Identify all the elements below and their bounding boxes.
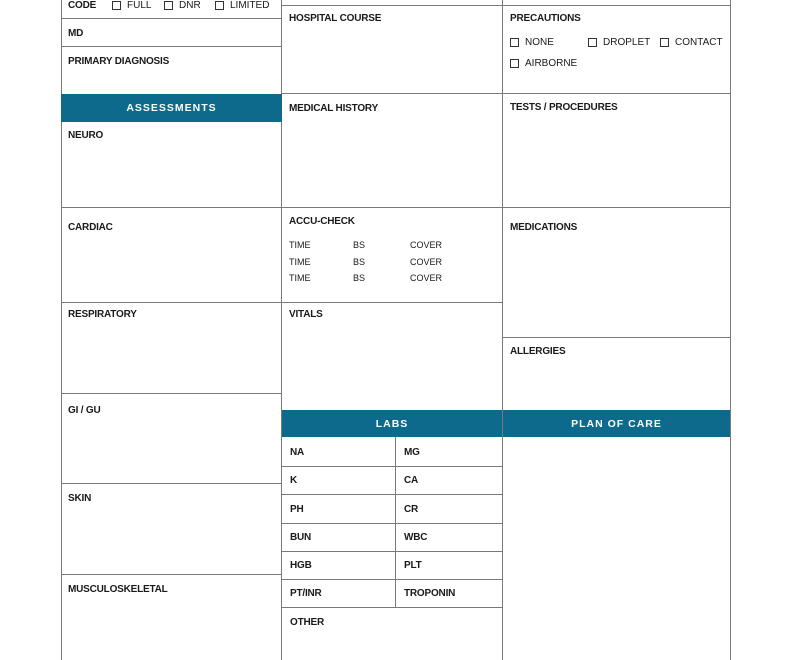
code-label: CODE [68, 0, 97, 11]
accu-bs-3: BS [353, 273, 366, 283]
tests-procedures-label: TESTS / PROCEDURES [510, 102, 618, 113]
accu-cover-1: COVER [410, 240, 443, 250]
accu-cover-3: COVER [410, 273, 443, 283]
code-full-option[interactable] [112, 0, 151, 11]
precaution-droplet-checkbox[interactable] [588, 38, 597, 47]
precaution-airborne-checkbox[interactable] [510, 59, 519, 68]
precaution-droplet-option[interactable] [588, 37, 650, 48]
skin-label: SKIN [68, 493, 92, 504]
precautions-label: PRECAUTIONS [510, 13, 581, 24]
lab-pt-inr: PT/INR [290, 588, 322, 599]
medications-label: MEDICATIONS [510, 222, 578, 233]
lab-ca: CA [404, 475, 419, 486]
respiratory-label: RESPIRATORY [68, 309, 137, 320]
top-line [281, 5, 731, 6]
lab-ph: PH [290, 504, 304, 515]
labs-row-2 [281, 494, 503, 495]
lab-mg: MG [404, 447, 420, 458]
labs-row-1 [281, 466, 503, 467]
code-limited-text: LIMITED [230, 0, 270, 11]
accu-bs-2: BS [353, 257, 366, 267]
c1-line-g [61, 574, 282, 575]
lab-hgb: HGB [290, 560, 312, 571]
code-dnr-checkbox[interactable] [164, 1, 173, 10]
c1-line-b [61, 46, 282, 47]
code-limited-checkbox[interactable] [215, 1, 224, 10]
gi-gu-label: GI / GU [68, 405, 101, 416]
precaution-none-option[interactable] [510, 37, 554, 48]
c2-line-c [281, 302, 503, 303]
lab-troponin: TROPONIN [404, 588, 456, 599]
labs-header: LABS [282, 410, 502, 437]
md-label: MD [68, 28, 84, 39]
precaution-contact-checkbox[interactable] [660, 38, 669, 47]
lab-na: NA [290, 447, 305, 458]
assessments-header: ASSESSMENTS [61, 94, 282, 122]
plan-of-care-header: PLAN OF CARE [503, 410, 730, 437]
accu-time-1: TIME [289, 240, 311, 250]
labs-row-4 [281, 551, 503, 552]
code-limited-option[interactable] [215, 0, 269, 11]
medical-history-label: MEDICAL HISTORY [289, 103, 379, 114]
lab-plt: PLT [404, 560, 422, 571]
c3-line-b [502, 207, 731, 208]
right-border [730, 0, 731, 660]
precaution-airborne-option[interactable] [510, 58, 577, 69]
accu-cover-2: COVER [410, 257, 443, 267]
code-full-text: FULL [127, 0, 152, 11]
vitals-label: VITALS [289, 309, 323, 320]
c3-line-c [502, 337, 731, 338]
precaution-droplet-text: DROPLET [603, 37, 651, 48]
precaution-contact-text: CONTACT [675, 37, 723, 48]
lab-wbc: WBC [404, 532, 428, 543]
neuro-label: NEURO [68, 130, 104, 141]
other-label: OTHER [290, 617, 325, 628]
accu-check-label: ACCU-CHECK [289, 216, 355, 227]
lab-k: K [290, 475, 298, 486]
precaution-contact-option[interactable] [660, 37, 723, 48]
c2-line-b [281, 207, 503, 208]
labs-divider [395, 437, 396, 607]
precaution-none-checkbox[interactable] [510, 38, 519, 47]
lab-bun: BUN [290, 532, 312, 543]
code-dnr-text: DNR [179, 0, 201, 11]
cardiac-label: CARDIAC [68, 222, 113, 233]
labs-row-5 [281, 579, 503, 580]
c1-line-d [61, 302, 282, 303]
c1-line-a [61, 18, 282, 19]
col-divider-2 [502, 0, 503, 660]
primary-diagnosis-label: PRIMARY DIAGNOSIS [68, 56, 170, 67]
c1-line-e [61, 393, 282, 394]
c1-line-c [61, 207, 282, 208]
labs-row-3 [281, 523, 503, 524]
accu-time-3: TIME [289, 273, 311, 283]
hospital-course-label: HOSPITAL COURSE [289, 13, 382, 24]
musculoskeletal-label: MUSCULOSKELETAL [68, 584, 168, 595]
precaution-airborne-text: AIRBORNE [525, 58, 578, 69]
lab-cr: CR [404, 504, 419, 515]
accu-time-2: TIME [289, 257, 311, 267]
c3-line-a [502, 93, 731, 94]
c2-line-a [281, 93, 503, 94]
accu-bs-1: BS [353, 240, 366, 250]
code-full-checkbox[interactable] [112, 1, 121, 10]
allergies-label: ALLERGIES [510, 346, 566, 357]
precaution-none-text: NONE [525, 37, 554, 48]
c1-line-f [61, 483, 282, 484]
labs-row-6 [281, 607, 503, 608]
code-dnr-option[interactable] [164, 0, 201, 11]
